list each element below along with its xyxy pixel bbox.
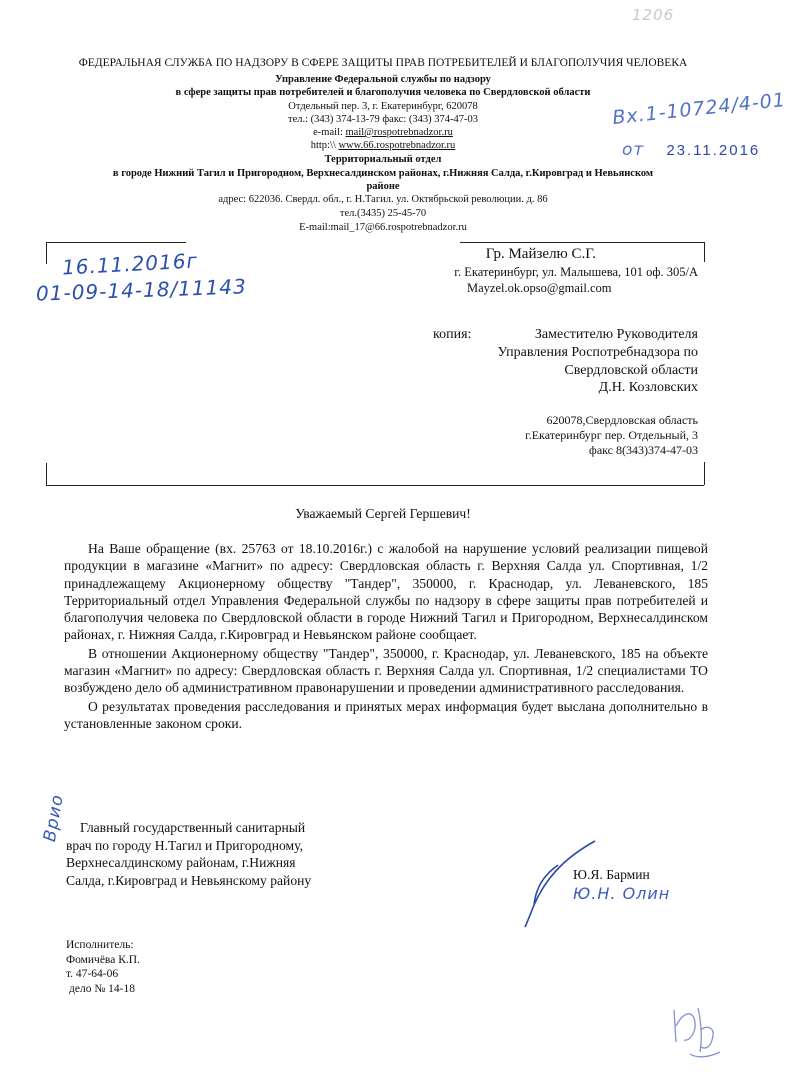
- territorial-phone: тел.(3435) 25-45-70: [339, 208, 427, 219]
- department-line-2: в сфере защиты прав потребителей и благополучия человека по Свердловской области: [175, 87, 591, 98]
- department-phone: тел.: (343) 374-13-79 факс: (343) 374-47-03: [287, 114, 478, 125]
- salutation: Уважаемый Сергей Гершевич!: [295, 506, 471, 521]
- recipient-email: Mayzel.ok.opso@gmail.com: [467, 281, 612, 295]
- signatory-title-line-2: врач по городу Н.Тагил и Пригородному,: [66, 837, 303, 853]
- executor-label: Исполнитель:: [66, 939, 134, 951]
- frame-right-line: [704, 242, 705, 262]
- frame-bottom-line: [46, 485, 704, 486]
- email-label: e-mail:: [313, 127, 346, 138]
- territorial-email: E-mail:mail_17@66.rospotrebnadzor.ru: [299, 222, 467, 233]
- department-address: Отдельный пер. 3, г. Екатеринбург, 620078: [288, 101, 478, 112]
- department-line-1: Управление Федеральной службы по надзору: [275, 74, 491, 85]
- bottom-initials-mark: [668, 996, 728, 1062]
- paragraph-1: На Ваше обращение (вх. 25763 от 18.10.2016г.) с жалобой на нарушение условий реализации пищевой продукции в магазине «Магнит» по адресу: Свердловская область г. Верхняя Салда ул. Спортивная, 1/2 принадлежащему Акционерному обществу "Тандер", 350000, г. Краснодар, ул. Леваневского, 185 Территориальный отдел Управления Федеральной службы по надзору в сфере защиты прав потребителей и благополучия человека по Свердловской области в городе Нижний Тагил и Пригородном, Верхнесалдинском районах, г. Нижняя Салда, г.Кировград и Невьянском районе сообщает.: [64, 541, 708, 643]
- signatory-title: [66, 819, 311, 889]
- frame-bottom-right-line: [704, 462, 705, 485]
- frame-top-right-line: [460, 242, 704, 243]
- copy-line-1: Заместителю Руководителя: [534, 327, 698, 342]
- copy-line-4: Д.Н. Козловских: [598, 380, 698, 395]
- incoming-date-stamp: [622, 140, 760, 160]
- territorial-line-3: районе: [366, 181, 400, 192]
- territorial-address: адрес: 622036. Свердл. обл., г. Н.Тагил. ул. Октябрьской революции. д. 86: [218, 194, 548, 205]
- frame-top-left-line: [46, 242, 186, 243]
- copy-label: копия:: [433, 327, 472, 342]
- paragraph-3: О результатах проведения расследования и принятых мерах информация будет выслана дополнительно в установленные законом сроки.: [64, 698, 708, 731]
- agency-name: ФЕДЕРАЛЬНАЯ СЛУЖБА ПО НАДЗОРУ В СФЕРЕ ЗАЩИТЫ ПРАВ ПОТРЕБИТЕЛЕЙ И БЛАГОПОЛУЧИЯ ЧЕЛОВЕКА: [78, 57, 688, 69]
- copy-line-2: Управления Роспотребнадзора по: [497, 345, 698, 360]
- acting-mark: Врио: [39, 792, 68, 844]
- recipient-name: Гр. Майзелю С.Г.: [485, 246, 596, 262]
- email-link[interactable]: mail@rospotrebnadzor.ru: [345, 127, 453, 138]
- executor-case: дело № 14-18: [69, 982, 135, 995]
- copy-address-2: г.Екатеринбург пер. Отдельный, 3: [525, 428, 698, 442]
- signatory-title-line-3: Верхнесалдинскому районам, г.Нижняя: [66, 855, 296, 871]
- copy-fax: факс 8(343)374-47-03: [589, 443, 698, 457]
- signatory-title-line-1: Главный государственный санитарный: [80, 820, 306, 835]
- recipient-address: г. Екатеринбург, ул. Малышева, 101 оф. 305/А: [454, 265, 698, 279]
- copy-line-3: Свердловской области: [564, 363, 698, 378]
- website-link[interactable]: www.66.rospotrebnadzor.ru: [338, 140, 456, 151]
- territorial-line-2: в городе Нижний Тагил и Пригородном, Верхнесалдинском районах, г.Нижняя Салда, г.Кировград и Невьянском: [112, 168, 654, 179]
- website-label: http:\\: [310, 140, 339, 151]
- outgoing-date: 16.11.2016г: [61, 248, 199, 280]
- executor-phone: т. 47-64-06: [66, 968, 119, 980]
- signer-handwritten-name: Ю.Н. Олин: [573, 884, 671, 903]
- incoming-date-prefix: от: [622, 140, 645, 160]
- paragraph-2: В отношении Акционерному обществу "Тандер", 350000, г. Краснодар, ул. Леваневского, 185 на объекте магазин «Магнит» по адресу: Свердловская область г. Верхняя Салда ул. Спортивная, 1/2 специалистами ТО возбуждено дело об административном правонарушении и проведении административного расследования.: [64, 645, 708, 696]
- outgoing-number: 01-09-14-18/11143: [35, 274, 248, 306]
- incoming-date: 23.11.2016: [666, 142, 761, 159]
- frame-left-line: [46, 242, 47, 264]
- copy-address-1: 620078,Свердловская область: [546, 413, 698, 427]
- letter-body: [64, 540, 708, 732]
- frame-bottom-left-line: [46, 463, 47, 485]
- incoming-number-stamp: Вх.1-10724/4-01: [611, 88, 787, 130]
- territorial-title: Территориальный отдел: [324, 154, 442, 165]
- signatory-title-line-4: Салда, г.Кировград и Невьянскому району: [66, 872, 312, 888]
- department-email: [0, 126, 766, 139]
- corner-handwritten-mark: 1206: [632, 6, 675, 24]
- executor-name: Фомичёва К.П.: [66, 953, 140, 966]
- executor-block: [66, 938, 140, 996]
- signer-name: Ю.Я. Бармин: [573, 867, 650, 882]
